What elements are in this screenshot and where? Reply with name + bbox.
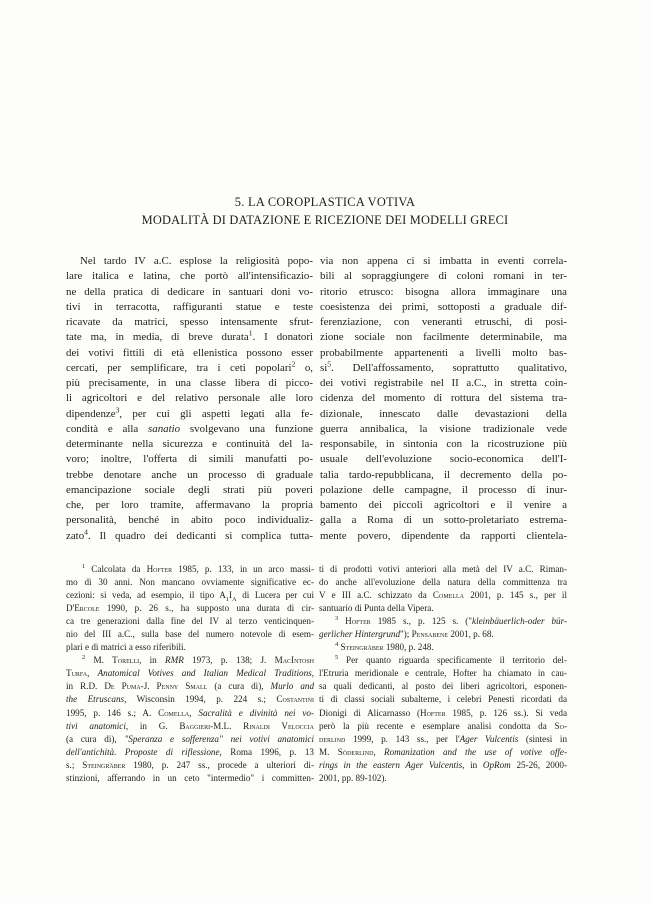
footnotes-column-left (66, 563, 314, 785)
footnote-line: santuario di Punta della Vipera. (319, 603, 434, 614)
footnote-line: nio del III a.C., sulla base del numero notevole di esem- (66, 629, 314, 640)
text-line: talia tardo-repubblicana, il decremento della po- (320, 468, 567, 481)
footnote-line: $^2$ M. Torelli, in RMR 1973, p. 138; J. MacIntosh (82, 654, 314, 666)
text-line: ferenziazione, con veneranti etruschi, di posi- (320, 316, 567, 328)
text-line: polazione delle campagne, il processo di inur- (320, 483, 567, 496)
footnote-line: 2001, pp. 89-102). (319, 772, 387, 783)
text-line: trebbe denotare anche un processo di graduale (66, 468, 313, 481)
chapter-heading (80, 194, 570, 228)
footnote-line: cezioni: si veda, ad esempio, il tipo $A_1I_A$ di Lucera per cui (66, 590, 314, 603)
text-line: cidenza del momento di rottura del sistema tra- (320, 392, 567, 405)
text-line: determinante nella sicurezza e continuità del la- (66, 438, 313, 450)
text-line: voro; inoltre, l'offerta di simili manufatti po- (66, 453, 313, 466)
footnote-line: derlind 1999, p. 143 ss., per l'Ager Vulcentis (sintesi in (319, 733, 567, 744)
text-line: emancipazione sociale degli strati più poveri (66, 483, 313, 496)
footnote-line: però la più recente e esemplare analisi condotta da So- (319, 720, 567, 731)
text-line: condità e alla sanatio svolgevano una funzione (66, 422, 313, 435)
text-line: ricavate da matrici, spesso intensamente sfrut- (66, 316, 313, 328)
footnote-line: $^4$ Steingräber 1980, p. 248. (335, 641, 434, 653)
footnote-ref: 2 (291, 360, 296, 369)
footnote-line: $^3$ Hofter 1985 s., p. 125 s. ("kleinbäuerlich-oder bür- (335, 615, 567, 627)
text-line: dei votivi fittili di età ellenistica possono esser (66, 346, 313, 359)
chapter-subtitle: MODALITÀ DI DATAZIONE E RICEZIONE DEI MODELLI GRECI (141, 213, 509, 227)
text-line: galla a Roma di un sotto-proletariato estrema- (320, 514, 567, 527)
text-line: mente povero, dipendente da rapporti clientela- (320, 529, 567, 542)
footnote-line: the Etruscans, Wisconsin 1994, p. 224 s.; Costantini (66, 694, 314, 705)
footnote-line: ti di classi sociali subalterne, i celebri Penesti ricordati da (319, 694, 567, 705)
footnote-line: V e III a.C. schizzato da Comella 2001, p. 145 s., per il (319, 590, 567, 601)
text-line: dipendenze$^3$, per cui gli aspetti legati alla fe- (66, 406, 313, 420)
footnote-line: ti di prodotti votivi anteriori alla metà del IV a.C. Riman- (319, 564, 567, 574)
text-line: via non appena ci si imbatta in eventi correla- (320, 255, 567, 267)
footnote-ref: 1 (248, 330, 253, 338)
text-line: che, per loro tramite, affermavano la propria (66, 499, 313, 511)
text-line: probabilmente appartenenti a livelli molto bas- (320, 346, 567, 359)
footnote-line: $^5$ Per quanto riguarda specificamente il territorio del- (335, 654, 567, 666)
chapter-title: 5. LA COROPLASTICA VOTIVA (234, 195, 416, 209)
text-line: bamento dei piccoli agricoltori e il venire a (320, 499, 567, 511)
footnote-line: do anche all'evoluzione della natura della committenza tra (319, 577, 567, 588)
text-line: coesistenza dei primi, sottoposti a graduale dif- (320, 300, 567, 313)
footnote-line: plari e di matrici a esso riferibili. (66, 642, 186, 653)
text-line: bili al sopraggiungere di coloni romani in ter- (320, 270, 567, 283)
footnote-line: D'Ercole 1990, p. 26 s., ha supposto una durata di cir- (66, 603, 314, 614)
text-line: lare italica e latina, che portò all'intensificazio- (66, 270, 313, 283)
text-line: ritorio etrusco: bisogna allora immaginare una (320, 285, 567, 298)
footnote-line: dell'antichità. Proposte di riflessione, Roma 1996, p. 13 (66, 746, 314, 757)
footnote-line: in R.D. De Puma-J. Penny Small (a cura di), Murlo and (66, 681, 314, 692)
footnote-line: l'Etruria meridionale e centrale, Hofter ha chiamato in cau- (319, 668, 567, 679)
footnote-line: Turfa, Anatomical Votives and Italian Medical Traditions, (66, 668, 314, 679)
text-line: usuale dell'evoluzione socio-economica dell'I- (320, 453, 567, 466)
footnote-line: Dionigi di Alicarnasso (Hofter 1985, p. 126 ss.). Si veda (319, 707, 567, 718)
footnote-line: tivi anatomici, in G. Baggieri-M.L. Rinaldi Veloccia (66, 720, 314, 731)
footnote-line: sa quali dedicanti, al posto dei liberi agricoltori, esponen- (319, 681, 567, 692)
text-line: cercati, per semplificare, tra i ceti popolari$^2$ o, (66, 360, 313, 374)
text-line: Nel tardo IV a.C. esplose la religiosità popo- (80, 255, 313, 267)
footnote-ref: 5 (327, 360, 332, 369)
text-line: ne della pratica di dedicare in santuari doni vo- (66, 285, 313, 298)
text-line: $si^5$. Dell'affossamento, soprattutto qualitativo, (320, 360, 567, 374)
footnote-line: M. Söderlind, Romanization and the use of votive offe- (319, 746, 567, 757)
footnote-number: 1 (82, 563, 86, 570)
footnote-line: s.; Steingräber 1980, p. 247 ss., procede a ulteriori di- (66, 759, 314, 770)
text-line: guerra annibalica, la visione tradizionale vede (320, 422, 567, 435)
footnote-ref: 3 (115, 406, 120, 414)
text-line: zione sociale non facilmente determinabile, ma (320, 331, 567, 344)
footnote-line: ca tre generazioni dalla fine del IV al terzo venticinquen- (66, 616, 314, 627)
text-line: li agricoltori e del relativo personale alle loro (66, 392, 313, 405)
text-line: zato$^4$. Il quadro dei dedicanti si complica tutta- (66, 528, 313, 542)
footnotes-column-right (319, 563, 567, 785)
body-column-right (320, 254, 567, 544)
footnote-number: 3 (335, 615, 339, 623)
footnote-line: mo di 30 anni. Non mancano ovviamente significative ec- (66, 577, 314, 588)
text-line: responsabile, in sintonia con la ricostruzione più (320, 438, 567, 450)
footnote-line: rings in the eastern Ager Vulcentis, in OpRom 25-26, 2000- (319, 759, 567, 770)
text-line: personalità, benché in abito poco individualiz- (66, 514, 313, 527)
footnote-line: gerlicher Hintergrund"); Pensabene 2001, p. 68. (319, 629, 494, 640)
footnote-line: stinzioni, afferrando in un ceto "intermedio" i committen- (66, 772, 314, 783)
body-column-left (66, 254, 313, 544)
text-line: più precisamente, in una classe libera di picco- (66, 377, 313, 389)
footnote-line: (a cura di), "Speranza e sofferenza" nei votivi anatomici (66, 733, 314, 744)
text-line: dei votivi registrabile nel II a.C., in stretta coin- (320, 377, 567, 389)
footnote-number: 2 (82, 654, 86, 662)
footnote-number: 4 (335, 641, 339, 649)
text-line: tate ma, in media, di breve durata$^1$. I donatori (66, 330, 313, 344)
footnote-number: 5 (335, 654, 339, 662)
footnote-line: $^1$ Calcolata da Hofter 1985, p. 133, in un arco massi- (82, 563, 314, 574)
footnote-ref: 4 (84, 528, 88, 536)
footnote-line: 1995, p. 146 s.; A. Comella, Sacralità e divinità nei vo- (66, 707, 314, 718)
text-line: tivi in terracotta, raffiguranti statue e teste (66, 300, 313, 313)
text-line: dizionale, innescato dalle devastazioni della (320, 407, 567, 420)
